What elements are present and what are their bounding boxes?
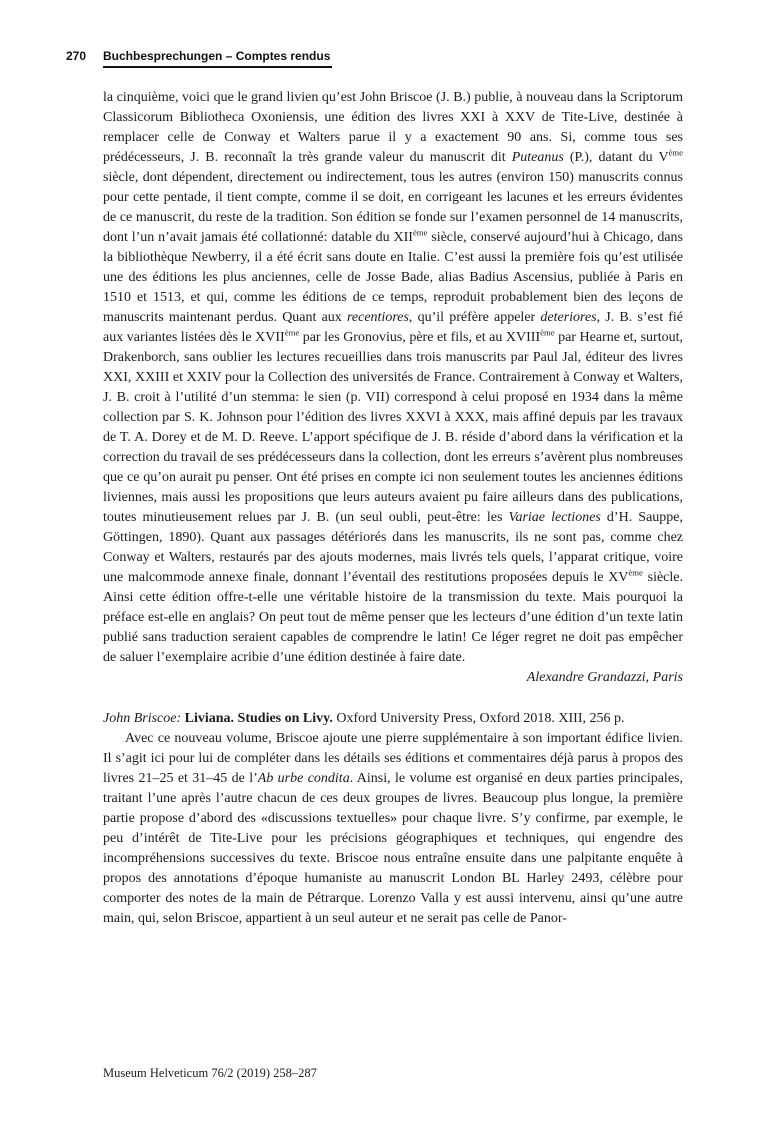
reviewer-signature: Alexandre Grandazzi, Paris bbox=[526, 670, 683, 685]
review-text-liviana: Avec ce nouveau volume, Briscoe ajoute une pierre supplémentaire à son important édifice livien. Il s’agit ici pour lui de compléter dans les détails ses éditions et commentaires déjà parus à propos des livres 21–25 et 31–45 de l’Ab urbe condita. Ainsi, le volume est organisé en deux parties principales, traitant l’une après l’autre chacun de ces deux groupes de livres. Beaucoup plus longue, la première partie propose d’abord des «discussions textuelles» pour chaque livre. S’y confirme, par exemple, le peu d’intérêt de Tite-Live pour les précisions géographiques et techniques, qui engendre des incompréhensions successives du texte. Briscoe nous entraîne ensuite dans une palpitante enquête à propos des annotations d’époque humaniste au manuscrit London BL Harley 2493, célèbre pour comporter des notes de la main de Pétrarque. Lorenzo Valla y est aussi intervenu, ainsi qu’une autre main, qui, selon Briscoe, appartient à un seul auteur et ne serait pas celle de Panor- bbox=[103, 731, 683, 926]
running-head-title: Buchbesprechungen – Comptes rendus bbox=[103, 49, 331, 63]
page-number: 270 bbox=[66, 49, 87, 63]
page-body bbox=[103, 88, 683, 929]
page-header bbox=[0, 49, 782, 73]
page-footer bbox=[103, 1066, 317, 1081]
header-rule bbox=[103, 66, 332, 68]
review-text-briscoe-livy-edition: la cinquième, voici que le grand livien qu’est John Briscoe (J. B.) publie, à nouveau dans la Scriptorum Classicorum Bibliotheca Oxoniensis, une édition des livres XXI à XXV de Tite-Live, destinée à remplacer celle de Conway et Walters parue il y a exactement 90 ans. Si, comme tous ses prédécesseurs, J. B. reconnaît la très grande valeur du manuscrit dit Puteanus (P.), datant du Vème siècle, dont dépendent, directement ou indirectement, tous les autres (environ 150) manuscrits connus pour cette pentade, il tient compte, comme il se doit, en corrigeant les lacunes et les erreurs évidentes de ce manuscrit, du reste de la tradition. Son édition se fonde sur l’examen personnel de 14 manuscrits, dont l’un n’avait jamais été collationné: datable du XIIème siècle, conservé aujourd’hui à Chicago, dans la bibliothèque Newberry, il a été écrit sans doute en Italie. C’est aussi la première fois qu’est utilisée une des éditions les plus anciennes, celle de Josse Bade, alias Badius Ascensius, publiée à Paris en 1510 et 1513, et qui, comme les éditions de ce temps, reproduit probablement bien des leçons de manuscrits maintenant perdus. Quant aux recentiores, qu’il préfère appeler deteriores, J. B. s’est fié aux variantes listées dès le XVIIème par les Gronovius, père et fils, et au XVIIIème par Hearne et, surtout, Drakenborch, sans oublier les lectures recueillies dans trois manuscrits par Paul Jal, éditeur des livres XXI, XXIII et XXIV pour la Collection des universités de France. Contrairement à Conway et Walters, J. B. croit à l’utilité d’un stemma: le sien (p. VII) correspond à celui proposé en 1934 dans la même collection par S. K. Johnson pour l’édition des livres XXVI à XXX, mais affiné depuis par les travaux de T. A. Dorey et de M. D. Reeve. L’apport spécifique de J. B. réside d’abord dans la vérification et la correction du travail de ses prédécesseurs dans la collection, dont les erreurs s’avèrent plus nombreuses que ce qu’on aurait pu penser. Ont été prises en compte ici non seulement toutes les anciennes éditions liviennes, mais aussi les propositions que leurs auteurs avaient pu faire ailleurs dans des publications, toutes minutieusement relues par J. B. (un seul oubli, peut-être: les Variae lectiones d’H. Sauppe, Göttingen, 1890). Quant aux passages détériorés dans les manuscrits, ils ne sont pas, comme chez Conway et Walters, restaurés par des ajouts modernes, mais livrés tels quels, l’apparat critique, voire une malcommode annexe finale, donnant l’éventail des restitutions proposées depuis le XVème siècle. Ainsi cette édition offre-t-elle une véritable histoire de la transmission du texte. Mais pourquoi la préface est-elle en anglais? On peut tout de même penser que les lecteurs d’une édition d’un texte latin publié sans traduction seraient capables de comprendre le latin! Ce léger regret ne doit pas empêcher de saluer l’exemplaire acribie d’une édition destinée à faire date. bbox=[103, 90, 684, 665]
review-heading-liviana: John Briscoe: Liviana. Studies on Livy. Oxford University Press, Oxford 2018. XIII, 256 p. bbox=[103, 711, 625, 726]
journal-citation: Museum Helveticum 76/2 (2019) 258–287 bbox=[103, 1066, 317, 1080]
